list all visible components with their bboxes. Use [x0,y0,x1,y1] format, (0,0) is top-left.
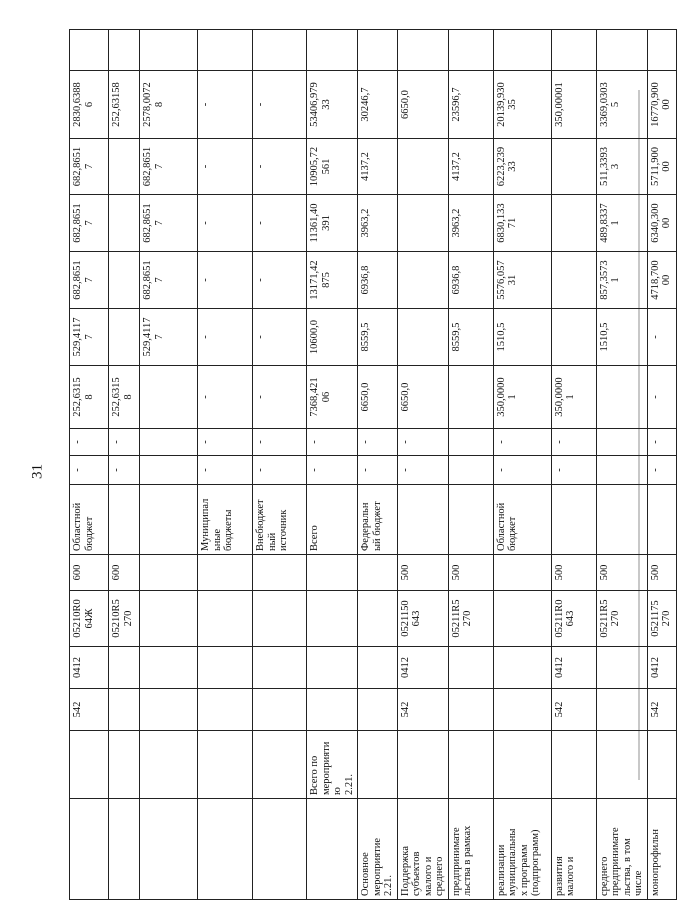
table-cell: 6340,300 00 [647,195,676,252]
table-cell [551,731,596,799]
table-row [307,30,358,900]
table-cell: 16770,900 00 [647,71,676,139]
table-cell: 542 [551,689,596,731]
table-cell: - [198,366,253,429]
table-cell: Основное мероприятие 2.21. [358,799,398,900]
table-cell: 0521175 270 [647,591,676,647]
table-cell: - [253,366,307,429]
table-cell [140,555,198,591]
table-cell [596,647,647,689]
table-row [448,30,493,900]
table-cell: - [70,456,109,485]
table-cell [493,555,551,591]
table-cell: 500 [647,555,676,591]
table-cell: 05211R5 270 [448,591,493,647]
table-cell: - [109,429,140,456]
table-row [358,30,398,900]
table-cell: 6936,8 [448,252,493,309]
table-cell: Внебюджет ный источник [253,485,307,555]
rotated-table-container [69,30,672,900]
table-cell: 20139,930 35 [493,71,551,139]
table-row [253,30,307,900]
table-cell: - [358,429,398,456]
table-cell: - [307,429,358,456]
table-cell [70,799,109,900]
table-cell [140,485,198,555]
table-cell: 3963,2 [448,195,493,252]
table-cell [253,799,307,900]
rotated-table-viewport [69,30,672,900]
table-cell [109,647,140,689]
table-cell: 2830,6388 6 [70,71,109,139]
table-cell [253,731,307,799]
table-cell: - [307,456,358,485]
table-cell: 23596,7 [448,71,493,139]
table-cell: реализации муниципальны х программ (подпрограмм) [493,799,551,900]
table-cell: - [198,309,253,366]
table-cell [253,555,307,591]
spare-column-cell [397,30,448,71]
table-row [493,30,551,900]
table-cell [397,139,448,195]
table-cell: 05211R0 643 [551,591,596,647]
table-cell [198,647,253,689]
table-cell [448,689,493,731]
table-cell: 05211R5 270 [596,591,647,647]
table-cell [140,799,198,900]
table-row [397,30,448,900]
page-number: 31 [29,464,46,479]
table-cell: Всего по мероприятию 2.21. [307,731,358,799]
table-cell: - [253,195,307,252]
table-cell: - [647,366,676,429]
spare-column-cell [198,30,253,71]
spare-column-cell [358,30,398,71]
table-cell [596,731,647,799]
table-row [647,30,676,900]
table-cell [253,689,307,731]
table-cell: - [551,456,596,485]
table-cell: - [198,71,253,139]
table-cell: - [253,252,307,309]
table-cell [140,429,198,456]
table-cell: 600 [70,555,109,591]
table-cell: 1510,5 [493,309,551,366]
table-cell [397,485,448,555]
table-cell: 682,8651 7 [70,252,109,309]
table-cell: - [253,429,307,456]
table-cell: 0412 [70,647,109,689]
table-cell: 10600,0 [307,309,358,366]
table-cell: 500 [448,555,493,591]
table-cell: - [647,309,676,366]
table-cell [109,689,140,731]
table-cell: 4137,2 [448,139,493,195]
table-cell [551,139,596,195]
table-cell [307,799,358,900]
table-row [109,30,140,900]
table-cell [253,647,307,689]
spare-column-cell [109,30,140,71]
table-cell [596,485,647,555]
table-cell [397,195,448,252]
table-cell: - [358,456,398,485]
table-cell: 8559,5 [358,309,398,366]
table-cell [140,689,198,731]
table-cell: - [397,456,448,485]
table-cell [307,647,358,689]
table-cell: - [647,429,676,456]
table-cell [448,429,493,456]
table-cell: - [253,309,307,366]
table-cell: развития малого и [551,799,596,900]
table-cell: 682,8651 7 [140,195,198,252]
table-cell: 30246,7 [358,71,398,139]
table-cell [448,731,493,799]
table-cell: 252,6315 8 [70,366,109,429]
table-cell [448,485,493,555]
spare-column-cell [448,30,493,71]
table-cell [448,647,493,689]
table-cell: 53406,979 33 [307,71,358,139]
table-cell [596,689,647,731]
table-cell [358,689,398,731]
table-cell: 05210R0 64Ж [70,591,109,647]
table-cell [448,456,493,485]
table-cell: 5711,900 00 [647,139,676,195]
table-cell [596,366,647,429]
table-cell: 542 [70,689,109,731]
table-cell: 6650,0 [397,71,448,139]
table-cell [358,647,398,689]
table-cell: 05210R5 270 [109,591,140,647]
table-cell [596,429,647,456]
table-cell [198,689,253,731]
table-cell [358,555,398,591]
spare-column-cell [140,30,198,71]
table-cell: 500 [551,555,596,591]
table-cell: - [198,429,253,456]
table-cell: 542 [647,689,676,731]
spare-column-cell [493,30,551,71]
table-cell [198,799,253,900]
table-cell [140,456,198,485]
table-cell: 252,6315 8 [109,366,140,429]
table-cell [140,591,198,647]
table-cell: - [551,429,596,456]
table-cell: Поддержка субъектов малого и среднего [397,799,448,900]
table-cell: 5576,057 31 [493,252,551,309]
table-cell: 529,4117 7 [140,309,198,366]
table-cell: 4718,700 00 [647,252,676,309]
table-cell: 1510,5 [596,309,647,366]
table-cell [307,555,358,591]
table-cell: 857,3573 1 [596,252,647,309]
table-cell [493,731,551,799]
table-cell: - [109,456,140,485]
table-cell [140,731,198,799]
table-cell: 0412 [647,647,676,689]
table-cell: 542 [397,689,448,731]
table-cell: 8559,5 [448,309,493,366]
table-cell [647,731,676,799]
table-cell: 500 [596,555,647,591]
table-cell [253,591,307,647]
table-cell: Всего [307,485,358,555]
table-cell: 350,00001 [551,71,596,139]
table-row [70,30,109,900]
table-cell: 682,8651 7 [140,139,198,195]
table-cell: среднего предпринимате льства, в том числе [596,799,647,900]
table-cell [551,195,596,252]
table-cell: - [198,139,253,195]
table-cell: 350,0000 1 [493,366,551,429]
table-cell [448,366,493,429]
table-cell [109,139,140,195]
table-cell [551,252,596,309]
table-cell: 7368,421 06 [307,366,358,429]
table-cell [358,731,398,799]
table-cell: 11361,40 391 [307,195,358,252]
table-cell: 0521150 643 [397,591,448,647]
table-cell: Муниципал ьные бюджеты [198,485,253,555]
table-cell [397,309,448,366]
table-cell: - [397,429,448,456]
table-cell: - [198,252,253,309]
table-cell: - [70,429,109,456]
table-cell: 6650,0 [358,366,398,429]
table-row [596,30,647,900]
table-row [198,30,253,900]
table-cell: 500 [397,555,448,591]
table-cell [493,591,551,647]
table-cell [493,647,551,689]
spare-column-cell [307,30,358,71]
table-cell: 6830,133 71 [493,195,551,252]
table-cell: 682,8651 7 [140,252,198,309]
table-cell: - [493,456,551,485]
table-row [140,30,198,900]
budget-table [69,29,677,900]
table-cell [647,485,676,555]
table-cell [198,591,253,647]
table-cell [70,731,109,799]
table-cell [307,689,358,731]
table-cell [109,731,140,799]
table-cell: - [253,456,307,485]
table-cell: Федеральн ый бюджет [358,485,398,555]
table-cell: - [198,456,253,485]
table-cell [358,591,398,647]
table-cell: 2578,0072 8 [140,71,198,139]
table-cell [551,309,596,366]
table-cell [198,731,253,799]
table-cell: 529,4117 7 [70,309,109,366]
table-cell: предпринимате льства в рамках [448,799,493,900]
table-cell [493,689,551,731]
spare-column-cell [551,30,596,71]
table-cell: 3369,0303 5 [596,71,647,139]
table-cell [109,195,140,252]
table-cell: 489,8337 1 [596,195,647,252]
table-cell: 252,63158 [109,71,140,139]
table-cell [140,366,198,429]
table-cell: 682,8651 7 [70,139,109,195]
table-cell: 0412 [551,647,596,689]
table-cell: 10905,72 561 [307,139,358,195]
table-cell: 600 [109,555,140,591]
table-cell: - [253,139,307,195]
table-cell: монопрофильн [647,799,676,900]
spare-column-cell [647,30,676,71]
table-cell [109,485,140,555]
table-cell: 511,3393 3 [596,139,647,195]
table-cell: Областной бюджет [493,485,551,555]
table-cell: Областной бюджет [70,485,109,555]
table-cell [397,252,448,309]
table-cell [109,252,140,309]
table-cell [551,485,596,555]
table-cell [307,591,358,647]
table-cell [109,309,140,366]
table-cell [198,555,253,591]
table-cell: - [493,429,551,456]
table-cell: 0412 [397,647,448,689]
spare-column-cell [596,30,647,71]
table-cell: - [253,71,307,139]
table-cell: 6223,239 33 [493,139,551,195]
spare-column-cell [70,30,109,71]
table-cell: 13171,42 875 [307,252,358,309]
table-cell: 682,8651 7 [70,195,109,252]
table-cell [596,456,647,485]
table-cell [140,647,198,689]
table-row [551,30,596,900]
table-cell: 6936,8 [358,252,398,309]
table-cell [109,799,140,900]
table-cell: 3963,2 [358,195,398,252]
spare-column-cell [253,30,307,71]
table-cell: 4137,2 [358,139,398,195]
table-cell: - [647,456,676,485]
table-cell: 350,0000 1 [551,366,596,429]
table-cell: - [198,195,253,252]
table-cell: 6650,0 [397,366,448,429]
table-cell [397,731,448,799]
